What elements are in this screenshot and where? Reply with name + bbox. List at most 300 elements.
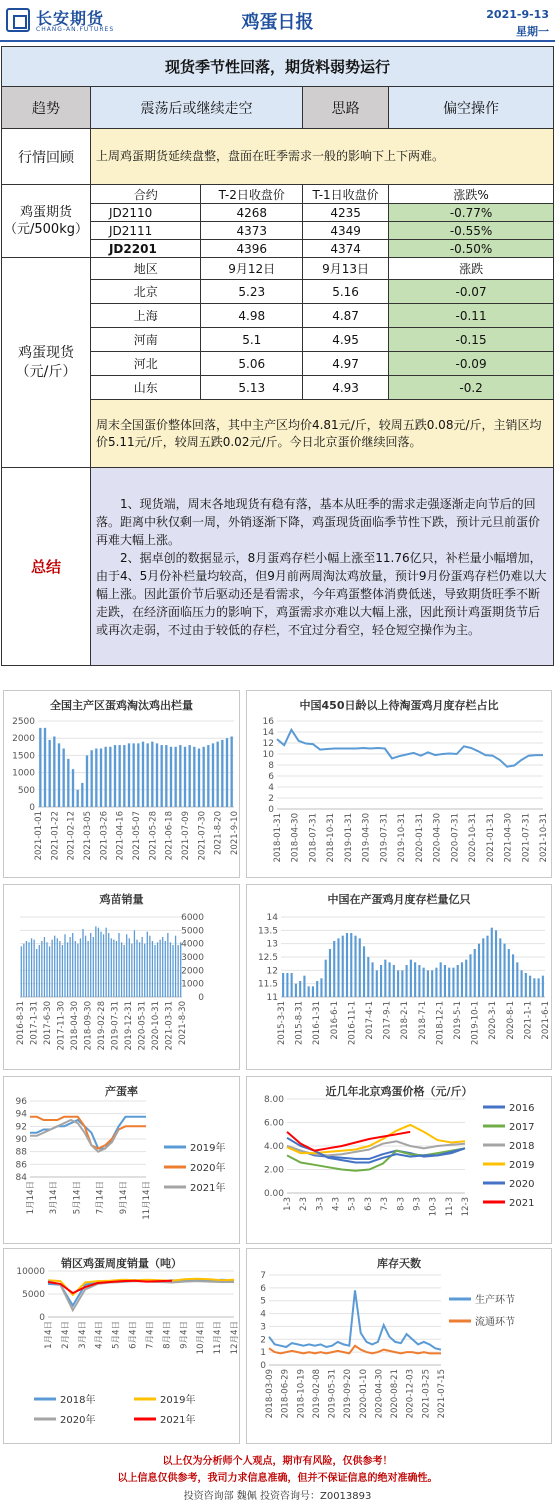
chart-title: 全国主产区蛋鸡淘汰鸡出栏量 (50, 699, 193, 712)
bar (542, 976, 544, 997)
futures-t1-close: 4235 (303, 204, 389, 222)
summary-label: 总结 (2, 468, 91, 666)
x-tick-label: 2019-5-1 (453, 1001, 463, 1040)
x-tick-label: 2015-3-31 (277, 1001, 287, 1045)
bar (291, 973, 293, 997)
x-tick-label: 9月4日 (179, 1321, 190, 1349)
x-tick-label: 2020-3-1 (488, 1001, 499, 1040)
bar (133, 743, 135, 807)
futures-contract: JD2110 (90, 204, 200, 222)
x-tick-label: 7月14日 (95, 1181, 106, 1215)
bar (128, 743, 130, 807)
y-tick-label: 8.00 (263, 1095, 284, 1105)
bar (64, 934, 65, 997)
x-tick-label: 2021-04-16 (115, 811, 126, 861)
x-tick-label: 3月14日 (49, 1181, 60, 1215)
bar (203, 747, 205, 807)
bar (465, 960, 467, 997)
report-weekday: 星期一 (516, 25, 549, 38)
bar (44, 728, 46, 807)
legend-label: 2020年 (190, 1163, 226, 1174)
bar (189, 745, 191, 807)
x-tick-label: 12-3 (461, 1197, 471, 1217)
bar (58, 743, 60, 807)
bar (123, 745, 125, 807)
spot-region: 河南 (90, 328, 200, 352)
bar (482, 938, 484, 997)
legend-label: 2019 (509, 1160, 535, 1171)
bar (286, 973, 288, 997)
bar (23, 944, 24, 997)
x-tick-label: 2021-03-25 (421, 1369, 432, 1419)
bar (410, 960, 412, 997)
legend-label: 2018年 (60, 1395, 96, 1406)
chart-chick-sales (4, 885, 241, 1071)
bar (57, 938, 58, 997)
bar (54, 936, 55, 997)
x-tick-label: 9-3 (412, 1197, 423, 1211)
chart-title: 销区鸡蛋周度销量（吨） (61, 1257, 182, 1270)
legend-label: 生产环节 (475, 1295, 515, 1306)
bar (147, 932, 148, 997)
futures-t1-close: 4374 (303, 240, 389, 258)
spot-header-today: 9月13日 (303, 258, 389, 280)
bar (198, 749, 200, 807)
legend-label: 2021 (509, 1198, 535, 1209)
chart-culled-hens (4, 691, 241, 879)
summary-paragraph-1: 1、现货端，周末各地现货有稳有落，基本从旺季的需求走强逐渐走向节后的回落。距离中秋仅剩一周，外销逐渐下降，鸡蛋现货面临季节性下跌，预计元旦前蛋价再难大幅上涨。 (95, 496, 540, 547)
x-tick-label: 2018-04-30 (70, 1001, 80, 1051)
y-tick-label: 1000 (12, 768, 35, 779)
x-tick-label: 2018-03-09 (265, 1369, 275, 1419)
bar (100, 932, 101, 997)
bar (380, 965, 382, 997)
bar (137, 743, 139, 807)
bar (538, 978, 540, 997)
x-tick-label: 2月4日 (60, 1321, 71, 1349)
bar (440, 962, 442, 997)
bar (461, 962, 463, 997)
x-tick-label: 2018-2-1 (400, 1001, 411, 1040)
idea-label: 思路 (303, 87, 389, 129)
spot-header-region: 地区 (90, 258, 200, 280)
y-tick-label: 12 (262, 739, 274, 749)
bar (486, 936, 488, 997)
chart-title: 中国在产蛋鸡月度存栏量亿只 (327, 893, 471, 906)
y-tick-label: 6000 (181, 913, 204, 923)
y-tick-label: 88 (15, 1147, 27, 1158)
bar (525, 973, 527, 997)
x-tick-label: 5月4日 (111, 1321, 122, 1349)
bar (88, 941, 89, 997)
y-tick-label: 0 (29, 803, 35, 813)
bar (70, 937, 71, 997)
x-tick-label: 2017-11-30 (56, 1001, 67, 1051)
x-tick-label: 7月4日 (145, 1321, 156, 1349)
x-tick-label: 2021-07-15 (437, 1369, 447, 1419)
x-tick-label: 2021-07-31 (521, 813, 532, 863)
x-tick-label: 11月14日 (142, 1181, 152, 1220)
bar (342, 936, 344, 997)
report-title: 鸡蛋日报 (241, 12, 314, 33)
bar (329, 949, 331, 997)
futures-change: -0.77% (389, 204, 554, 222)
x-tick-label: 2021-03-05 (83, 811, 93, 861)
x-tick-label: 2018-09-30 (83, 1001, 94, 1051)
x-tick-label: 2020-12-03 (405, 1369, 416, 1419)
x-tick-label: 2019-07-31 (379, 813, 390, 863)
bar (207, 745, 209, 807)
y-tick-label: 2500 (12, 717, 35, 727)
bar (67, 942, 68, 997)
x-tick-label: 2021-1-1 (523, 1001, 534, 1040)
x-tick-label: 11-3 (444, 1197, 455, 1217)
bar (41, 941, 42, 997)
x-tick-label: 11月4日 (213, 1321, 224, 1355)
bar (231, 736, 233, 807)
x-tick-label: 2021-01-22 (50, 811, 61, 861)
x-tick-label: 2019-12-31 (124, 1001, 134, 1051)
bar (393, 965, 395, 997)
bar (346, 933, 348, 997)
x-tick-label: 2021-02-12 (66, 811, 77, 861)
x-tick-label: 2018-06-29 (280, 1369, 291, 1419)
x-tick-label: 3-3 (315, 1197, 326, 1211)
y-tick-label: 0 (260, 1361, 266, 1371)
legend-label: 2021年 (190, 1183, 226, 1194)
bar (53, 736, 55, 807)
futures-contract: JD2111 (90, 222, 200, 240)
chart-title: 库存天数 (377, 1257, 421, 1270)
spot-region: 上海 (90, 304, 200, 328)
bar (72, 933, 73, 997)
bar (63, 749, 65, 807)
x-tick-label: 2019-02-28 (97, 1001, 107, 1051)
y-tick-label: 0 (39, 1313, 45, 1323)
bar (90, 933, 91, 997)
summary-table (1, 46, 554, 666)
trend-label: 趋势 (2, 87, 91, 129)
bar (499, 938, 501, 997)
y-tick-label: 12 (266, 966, 278, 977)
spot-change: -0.11 (389, 304, 554, 328)
y-tick-label: 4 (260, 1309, 266, 1320)
bar (100, 749, 102, 807)
x-tick-label: 2019-05-31 (327, 1369, 338, 1419)
bar (75, 941, 76, 997)
series-line (30, 1117, 146, 1149)
chart-panel (246, 884, 552, 1070)
x-tick-label: 2021-10-31 (539, 813, 549, 863)
bar (376, 970, 378, 997)
y-tick-label: 10 (262, 750, 274, 760)
bar (95, 749, 97, 807)
bar (367, 957, 369, 997)
bar (39, 945, 40, 997)
x-tick-label: 7-3 (380, 1197, 391, 1211)
y-tick-label: 5000 (22, 1290, 45, 1300)
chart-title: 中国450日龄以上待淘蛋鸡月度存栏占比 (299, 699, 499, 712)
chart-title: 鸡苗销量 (99, 893, 144, 906)
bar (478, 944, 480, 997)
chart-panel (3, 884, 240, 1070)
report-date: 2021-9-13 (486, 8, 549, 21)
trend-value: 震荡后或继续走空 (90, 87, 302, 129)
bar (414, 962, 416, 997)
bar (81, 783, 83, 807)
x-tick-label: 2021-07-09 (181, 811, 191, 861)
bar (77, 790, 79, 807)
spot-header-change: 涨跌 (389, 258, 554, 280)
spot-region: 河北 (90, 352, 200, 376)
x-tick-label: 8月4日 (162, 1321, 173, 1349)
bar (427, 970, 429, 997)
y-tick-label: 96 (15, 1097, 27, 1107)
bar (103, 934, 104, 997)
chart-panel (246, 690, 552, 878)
bar (359, 938, 361, 997)
bar (28, 942, 29, 997)
bar (178, 945, 179, 997)
bar (161, 745, 163, 807)
review-text: 上周鸡蛋期货延续盘整，盘面在旺季需求一般的影响下上下两难。 (90, 129, 553, 185)
x-tick-label: 2021-6-1 (541, 1001, 551, 1040)
bar (124, 945, 125, 997)
spot-today: 4.97 (303, 352, 389, 376)
spot-change: -0.15 (389, 328, 554, 352)
chart-panel (3, 1076, 240, 1244)
x-tick-label: 4月4日 (94, 1321, 105, 1349)
y-tick-label: 5000 (181, 926, 204, 937)
bar (151, 742, 153, 807)
bar (521, 970, 523, 997)
y-tick-label: 4000 (181, 939, 204, 950)
spot-prev: 5.06 (201, 352, 303, 376)
legend-label: 2016 (509, 1103, 535, 1114)
x-tick-label: 2020-08-21 (390, 1369, 401, 1419)
x-tick-label: 1月4日 (44, 1321, 54, 1349)
series-line (30, 1117, 146, 1149)
summary-paragraph-2: 2、据卓创的数据显示，8月蛋鸡存栏小幅上涨至11.76亿只，补栏量小幅增加，由于4、5月份补栏量均较高，但9月前两周淘汰鸡放量，预计9月份蛋鸡存栏仍难以大幅上涨。因此蛋价节后驱动还是看需求，今年鸡蛋整体消费低迷，导致期货旺季不断走跌，在经济面临压力的影响下，鸡蛋需求亦难以大幅上涨，因此预计鸡蛋期货节后或再次走弱，不过由于较低的存栏，不宜过分看空，轻仓短空操作为主。 (95, 550, 547, 637)
x-tick-label: 8-3 (396, 1197, 407, 1211)
y-tick-label: 1 (260, 1348, 266, 1359)
bar (121, 942, 122, 997)
series-line (48, 1281, 234, 1310)
series-line (269, 1290, 441, 1349)
spot-prev: 5.1 (201, 328, 303, 352)
report-date-block (486, 6, 549, 40)
chart-old-hen-ratio (247, 691, 553, 879)
x-tick-label: 2017-9-1 (382, 1001, 393, 1040)
bar (431, 970, 433, 997)
y-tick-label: 500 (17, 785, 35, 796)
bar (114, 745, 116, 807)
chart-laying-rate (4, 1077, 241, 1245)
chart-laying-hens (247, 885, 553, 1071)
bar (152, 941, 153, 997)
legend-label: 2019年 (190, 1143, 226, 1154)
y-tick-label: 6.00 (263, 1118, 284, 1129)
bar (512, 954, 514, 997)
bar (131, 944, 132, 997)
x-tick-label: 2021-04-30 (503, 813, 514, 863)
spot-region: 北京 (90, 280, 200, 304)
y-tick-label: 6 (268, 772, 274, 782)
futures-t2-close: 4373 (201, 222, 303, 240)
y-tick-label: 3000 (181, 953, 204, 963)
bar (179, 745, 181, 807)
bar (160, 940, 161, 997)
y-tick-label: 10000 (16, 1267, 45, 1277)
x-tick-label: 6月4日 (128, 1321, 139, 1349)
bar (282, 973, 284, 997)
y-tick-label: 2000 (12, 734, 35, 745)
spot-change: -0.07 (389, 280, 554, 304)
x-tick-label: 2020-01-10 (358, 1369, 369, 1419)
x-tick-label: 2021-01-01 (34, 811, 44, 861)
bar (162, 937, 163, 997)
y-tick-label: 2000 (181, 966, 204, 977)
spot-change: -0.2 (389, 376, 554, 400)
bar (418, 965, 420, 997)
bar (77, 944, 78, 997)
bar (320, 978, 322, 997)
bar (469, 954, 471, 997)
chart-title: 产蛋率 (105, 1085, 138, 1098)
bar (105, 747, 107, 807)
bar (49, 740, 51, 807)
bar (21, 946, 22, 997)
y-tick-label: 94 (15, 1109, 27, 1120)
y-tick-label: 92 (15, 1122, 27, 1133)
y-tick-label: 5 (260, 1296, 266, 1307)
y-tick-label: 13.5 (257, 926, 278, 937)
bar (52, 940, 53, 997)
bar (299, 981, 301, 997)
y-tick-label: 14 (262, 728, 274, 738)
series-line (30, 1120, 119, 1152)
bar (111, 938, 112, 997)
legend-label: 2019年 (160, 1395, 196, 1406)
bar (129, 938, 130, 997)
bar (452, 968, 454, 997)
chart-inventory-days (247, 1249, 553, 1445)
x-tick-label: 2-3 (299, 1197, 310, 1211)
bar (36, 949, 37, 997)
x-tick-label: 2019-10-1 (470, 1001, 481, 1045)
bar (46, 942, 47, 997)
bar (134, 930, 135, 997)
bar (67, 759, 69, 807)
futures-header-change: 涨跌% (389, 185, 554, 204)
bar (154, 945, 155, 997)
review-label: 行情回顾 (2, 129, 91, 185)
x-tick-label: 10月4日 (196, 1321, 207, 1355)
spot-change: -0.09 (389, 352, 554, 376)
bar (184, 747, 186, 807)
x-tick-label: 2018-12-1 (435, 1001, 446, 1045)
futures-header-contract: 合约 (90, 185, 200, 204)
x-tick-label: 2018-7-1 (417, 1001, 428, 1040)
bar (337, 938, 339, 997)
x-tick-label: 1月14日 (26, 1181, 36, 1215)
chart-panel (246, 1076, 552, 1244)
x-tick-label: 2019-09-20 (343, 1369, 354, 1419)
x-tick-label: 12月4日 (230, 1321, 240, 1355)
x-tick-label: 2021-03-31 (164, 1001, 175, 1051)
bar (109, 747, 111, 807)
chart-title: 近几年北京鸡蛋价格（元/斤） (325, 1085, 473, 1098)
chart-beijing-price (247, 1077, 553, 1245)
bar (495, 930, 497, 997)
y-tick-label: 4.00 (263, 1142, 284, 1152)
chart-panel (3, 1248, 240, 1444)
x-tick-label: 2017-1-31 (29, 1001, 40, 1045)
bar (444, 965, 446, 997)
bar (144, 944, 145, 997)
bar (98, 928, 99, 997)
bar (149, 936, 150, 997)
x-tick-label: 2020-10-31 (468, 813, 479, 863)
x-tick-label: 2018-01-31 (273, 813, 283, 863)
x-tick-label: 2020-8-1 (505, 1001, 516, 1040)
bar (147, 743, 149, 807)
x-tick-label: 2015-8-31 (294, 1001, 305, 1045)
y-tick-label: 11.5 (257, 979, 278, 990)
company-name-en: CHANG-AN.FUTURES (36, 26, 115, 33)
spot-region: 山东 (90, 376, 200, 400)
x-tick-label: 2019-07-31 (110, 1001, 121, 1051)
bar (423, 968, 425, 997)
spot-prev: 5.23 (201, 280, 303, 304)
y-tick-label: 6 (260, 1283, 266, 1294)
y-tick-label: 4 (268, 783, 274, 793)
bar (62, 945, 63, 997)
bar (172, 945, 173, 997)
bar (180, 942, 181, 997)
y-tick-label: 0.00 (263, 1189, 284, 1199)
bar (95, 926, 96, 997)
legend-label: 2018 (509, 1141, 535, 1152)
bar (72, 769, 74, 807)
bar (126, 934, 127, 997)
bar (108, 933, 109, 997)
x-tick-label: 1-3 (283, 1197, 293, 1211)
bar (503, 944, 505, 997)
x-tick-label: 3月4日 (77, 1321, 88, 1349)
x-tick-label: 4-3 (331, 1197, 342, 1211)
futures-header-t1: T-1日收盘价 (303, 185, 389, 204)
bar (119, 745, 121, 807)
x-tick-label: 2021-01-31 (485, 813, 496, 863)
headline: 现货季节性回落，期货料弱势运行 (2, 47, 554, 87)
x-tick-label: 2021-06-18 (164, 811, 175, 861)
bar (86, 755, 88, 807)
bar (457, 965, 459, 997)
futures-change: -0.55% (389, 222, 554, 240)
bar (118, 933, 119, 997)
x-tick-label: 2018-10-19 (296, 1369, 307, 1419)
y-tick-label: 2 (260, 1335, 266, 1346)
bar (167, 933, 168, 997)
spot-today: 4.95 (303, 328, 389, 352)
spot-label: 鸡蛋现货（元/斤） (2, 258, 91, 468)
bar (397, 970, 399, 997)
x-tick-label: 2021-8-20 (213, 811, 224, 855)
futures-t2-close: 4396 (201, 240, 303, 258)
x-tick-label: 2017-6-30 (43, 1001, 53, 1045)
x-tick-label: 2016-8-31 (16, 1001, 26, 1045)
